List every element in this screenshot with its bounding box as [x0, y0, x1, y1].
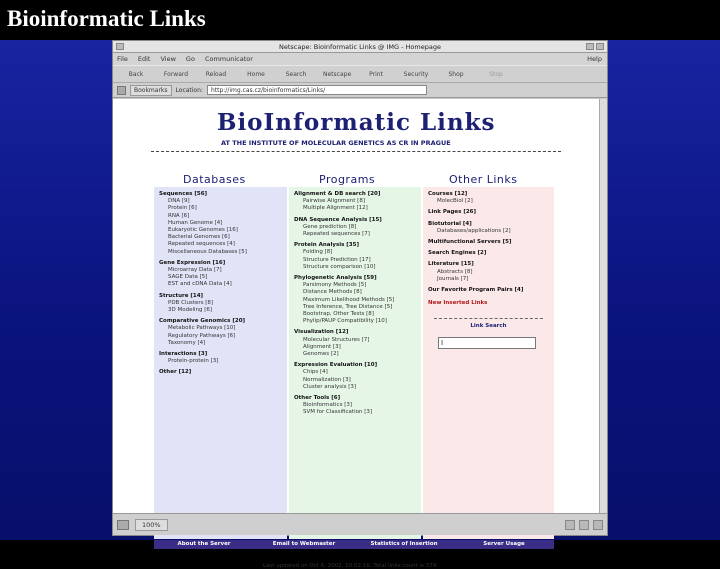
program-subcategory-link[interactable]: Structure comparison [10] — [303, 263, 376, 270]
divider — [434, 318, 543, 319]
toolbar-forward-button[interactable]: Forward — [163, 70, 189, 78]
maximize-icon[interactable] — [596, 43, 604, 50]
databases-column — [154, 187, 287, 539]
database-category-link[interactable]: Comparative Genomics [20] — [159, 318, 246, 325]
program-subcategory-link[interactable]: Distance Methods [8] — [303, 289, 362, 296]
toolbar-netscape-button[interactable]: Netscape — [323, 70, 352, 78]
program-subcategory-link[interactable]: Repeated sequences [7] — [303, 231, 370, 238]
menu-communicator[interactable]: Communicator — [204, 55, 253, 63]
footer-link-statistics[interactable]: Statistics of Insertion — [370, 541, 438, 547]
browser-window — [112, 40, 608, 569]
bookmark-icon[interactable] — [117, 86, 126, 95]
menu-help[interactable]: Help — [587, 55, 602, 63]
toolbar-print-button[interactable]: Print — [369, 70, 383, 78]
program-subcategory-link[interactable]: Gene prediction [8] — [303, 223, 357, 230]
program-subcategory-link[interactable]: Bioinformatics [3] — [303, 402, 352, 409]
vertical-scrollbar[interactable] — [599, 99, 607, 513]
other-subcategory-link[interactable]: MolecBiol [2] — [437, 198, 473, 205]
other-category-link[interactable]: Multifunctional Servers [5] — [428, 239, 512, 246]
database-subcategory-link[interactable]: Protein-protein [3] — [168, 358, 219, 365]
program-category-link[interactable]: DNA Sequence Analysis [15] — [294, 216, 382, 223]
database-category-link[interactable]: Other [12] — [159, 369, 192, 376]
other-category-link[interactable]: Literature [15] — [428, 261, 474, 268]
program-subcategory-link[interactable]: Genomes [2] — [303, 351, 339, 358]
mail-icon[interactable] — [565, 520, 575, 530]
program-category-link[interactable]: Other Tools [6] — [294, 395, 341, 402]
database-subcategory-link[interactable]: Eukaryotic Genomes [16] — [168, 227, 238, 234]
database-subcategory-link[interactable]: Bacterial Genomes [6] — [168, 234, 230, 241]
program-subcategory-link[interactable]: Tree Inference, Tree Distance [5] — [303, 303, 393, 310]
database-subcategory-link[interactable]: Miscellaneous Databases [5] — [168, 248, 247, 255]
program-subcategory-link[interactable]: Pairwise Alignment [8] — [303, 198, 365, 205]
database-subcategory-link[interactable]: Regulatory Pathways [6] — [168, 332, 236, 339]
slide-title-bar — [0, 0, 720, 40]
programs-header: Programs — [319, 173, 376, 186]
program-category-link[interactable]: Alignment & DB search [20] — [294, 191, 381, 197]
navigation-toolbar — [113, 65, 607, 83]
database-subcategory-link[interactable]: Repeated sequences [4] — [168, 241, 235, 248]
status-bar — [113, 513, 607, 535]
program-category-link[interactable]: Phylogenetic Analysis [59] — [294, 275, 377, 282]
zoom-level: 100% — [135, 519, 168, 531]
window-title: Netscape: BioInformatic Links @ IMG - Homepage — [279, 43, 441, 51]
other-links-header: Other Links — [449, 173, 518, 186]
database-category-link[interactable]: Interactions [3] — [159, 351, 208, 358]
database-subcategory-link[interactable]: Protein [6] — [168, 205, 197, 212]
database-subcategory-link[interactable]: Microarray Data [7] — [168, 267, 222, 274]
window-titlebar[interactable] — [113, 41, 607, 53]
database-subcategory-link[interactable]: 3D Modeling [6] — [168, 307, 213, 314]
program-subcategory-link[interactable]: Multiple Alignment [12] — [303, 205, 368, 212]
databases-header: Databases — [183, 173, 246, 186]
minimize-icon[interactable] — [586, 43, 594, 50]
menu-file[interactable]: File — [117, 55, 128, 63]
database-category-link[interactable]: Sequences [56] — [159, 191, 208, 197]
url-input[interactable]: http://img.cas.cz/bioinformatics/Links/ — [207, 85, 427, 95]
footer-link-about[interactable]: About the Server — [177, 541, 231, 547]
footer-link-usage[interactable]: Server Usage — [483, 541, 525, 547]
menu-bar — [113, 53, 607, 65]
footer-nav — [154, 540, 554, 549]
other-category-link[interactable]: Biotutorial [4] — [428, 220, 472, 227]
program-subcategory-link[interactable]: Molecular Structures [7] — [303, 336, 370, 343]
location-bar — [113, 83, 607, 98]
toolbar-security-button[interactable]: Security — [403, 70, 429, 78]
program-subcategory-link[interactable]: Chips [4] — [303, 369, 328, 376]
program-subcategory-link[interactable]: SVM for Classification [3] — [303, 409, 372, 416]
program-subcategory-link[interactable]: Phylip/PAUP Compatibility [10] — [303, 318, 387, 325]
program-category-link[interactable]: Expression Evaluation [10] — [294, 362, 378, 369]
other-category-link[interactable]: Search Engines [2] — [428, 250, 487, 257]
database-subcategory-link[interactable]: SAGE Data [5] — [168, 274, 208, 281]
other-category-link[interactable]: Our Favorite Program Pairs [4] — [428, 287, 524, 294]
program-subcategory-link[interactable]: Cluster analysis [3] — [303, 383, 357, 390]
menu-edit[interactable]: Edit — [137, 55, 151, 63]
location-label: Location: — [175, 86, 203, 94]
other-subcategory-link[interactable]: Journals [7] — [437, 275, 469, 282]
database-subcategory-link[interactable]: PDB Clusters [8] — [168, 299, 213, 306]
program-category-link[interactable]: Protein Analysis [35] — [294, 242, 359, 249]
program-subcategory-link[interactable]: Normalization [3] — [303, 376, 351, 383]
database-subcategory-link[interactable]: RNA [6] — [168, 212, 190, 219]
site-logo[interactable]: BioInformatic Links — [217, 109, 496, 136]
toolbar-shop-button[interactable]: Shop — [448, 70, 464, 78]
site-subtitle: AT THE INSTITUTE OF MOLECULAR GENETICS AS CR IN PRAGUE — [221, 139, 451, 147]
database-subcategory-link[interactable]: Human Genome [4] — [168, 219, 223, 226]
other-links-column — [423, 187, 554, 539]
toolbar-back-button[interactable]: Back — [128, 70, 144, 78]
slide-title: Bioinformatic Links — [7, 6, 206, 31]
program-subcategory-link[interactable]: Alignment [3] — [303, 343, 341, 350]
other-category-link[interactable]: Courses [12] — [428, 191, 468, 197]
database-category-link[interactable]: Structure [14] — [159, 292, 204, 299]
other-subcategory-link[interactable]: Abstracts [8] — [437, 268, 473, 275]
toolbar-stop-button: Stop — [489, 70, 503, 78]
page-viewport — [113, 99, 607, 569]
program-category-link[interactable]: Visualization [12] — [294, 329, 349, 336]
toolbar-reload-button[interactable]: Reload — [205, 70, 227, 78]
database-subcategory-link[interactable]: Taxonomy [4] — [168, 339, 206, 346]
other-subcategory-link[interactable]: Databases/applications [2] — [437, 227, 511, 234]
program-subcategory-link[interactable]: Bootstrap, Other Tests [8] — [303, 311, 374, 318]
last-updated-text: Last updated on Oct 6, 2002, 10:02:16. Total links count is 379. — [263, 563, 438, 569]
program-subcategory-link[interactable]: Parsimony Methods [5] — [303, 282, 367, 289]
news-icon[interactable] — [579, 520, 589, 530]
bookmarks-button[interactable]: Bookmarks — [130, 85, 172, 96]
toolbar-search-button[interactable]: Search — [285, 70, 307, 78]
other-category-link[interactable]: Link Pages [26] — [428, 209, 477, 216]
program-subcategory-link[interactable]: Folding [8] — [303, 249, 333, 256]
database-subcategory-link[interactable]: EST and cDNA Data [4] — [168, 281, 232, 288]
program-subcategory-link[interactable]: Structure Prediction [17] — [303, 256, 371, 263]
link-search-input[interactable]: I — [438, 337, 536, 349]
menu-go[interactable]: Go — [185, 55, 195, 63]
toolbar-home-button[interactable]: Home — [247, 70, 265, 78]
netscape-status-icon — [117, 520, 129, 530]
link-search-label: Link Search — [470, 323, 507, 330]
composer-icon[interactable] — [593, 520, 603, 530]
new-inserted-link[interactable]: New Inserted Links — [428, 300, 488, 307]
database-subcategory-link[interactable]: Metabolic Pathways [10] — [168, 325, 236, 332]
database-category-link[interactable]: Gene Expression [16] — [159, 259, 226, 266]
divider — [151, 151, 561, 152]
programs-column — [289, 187, 421, 539]
database-subcategory-link[interactable]: DNA [9] — [168, 198, 190, 205]
footer-link-email[interactable]: Email to Webmaster — [272, 541, 336, 547]
menu-view[interactable]: View — [160, 55, 176, 63]
program-subcategory-link[interactable]: Maximum Likelihood Methods [5] — [303, 296, 395, 303]
